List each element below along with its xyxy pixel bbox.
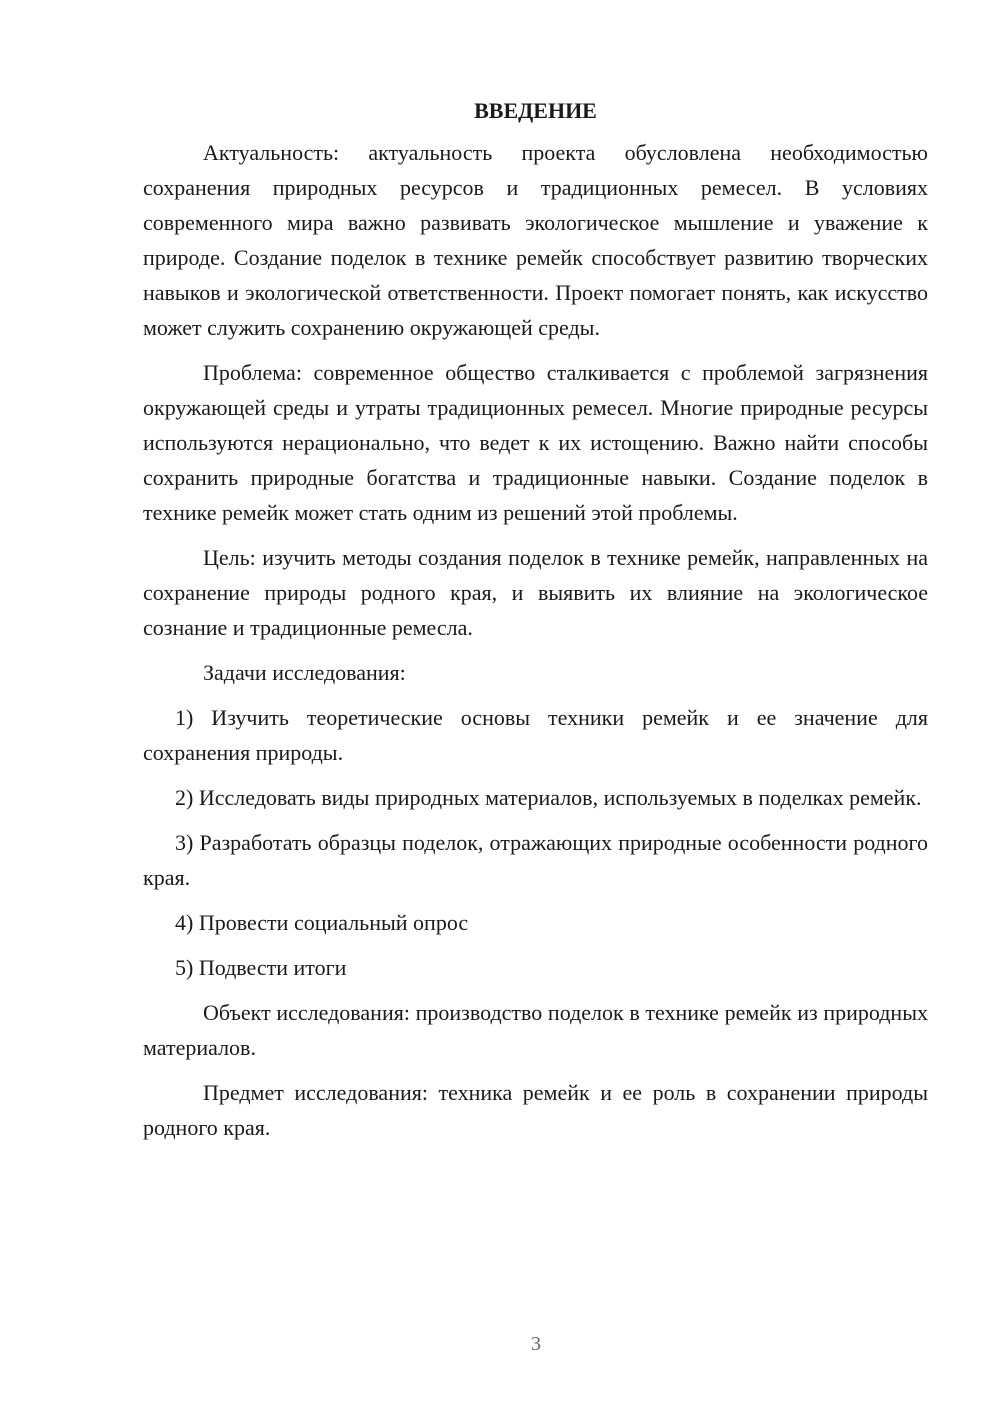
relevance-paragraph: Актуальность: актуальность проекта обусловлена необходимостью сохранения природных ресурсов и традиционных ремесел. В условиях современного мира важно развивать экологическое мышление и уважение к природе. Создание поделок в технике ремейк способствует развитию творческих навыков и экологической ответственности. Проект помогает понять, как искусство может служить сохранению окружающей среды. xyxy=(143,140,928,340)
problem-paragraph: Проблема: современное общество сталкивается с проблемой загрязнения окружающей среды и утраты традиционных ремесел. Многие природные ресурсы используются нерационально, что ведет к их истощению. Важно найти способы сохранить природные богатства и традиционные навыки. Создание поделок в технике ремейк может стать одним из решений этой проблемы. xyxy=(143,360,928,525)
page-number: 3 xyxy=(531,1333,541,1355)
section-title: ВВЕДЕНИЕ xyxy=(474,98,597,123)
subject-paragraph: Предмет исследования: техника ремейк и ее роль в сохранении природы родного края. xyxy=(143,1080,928,1140)
task-item: 4) Провести социальный опрос xyxy=(175,910,469,935)
task-item: 2) Исследовать виды природных материалов, используемых в поделках ремейк. xyxy=(175,785,922,810)
object-paragraph: Объект исследования: производство поделок в технике ремейк из природных материалов. xyxy=(143,1000,928,1060)
document-page xyxy=(143,95,928,1155)
task-item: 3) Разработать образцы поделок, отражающих природные особенности родного края. xyxy=(143,830,928,890)
goal-paragraph: Цель: изучить методы создания поделок в технике ремейк, направленных на сохранение природы родного края, и выявить их влияние на экологическое сознание и традиционные ремесла. xyxy=(143,545,928,640)
task-item: 5) Подвести итоги xyxy=(175,955,347,980)
tasks-heading: Задачи исследования: xyxy=(203,660,406,685)
task-item: 1) Изучить теоретические основы техники ремейк и ее значение для сохранения природы. xyxy=(143,705,928,765)
